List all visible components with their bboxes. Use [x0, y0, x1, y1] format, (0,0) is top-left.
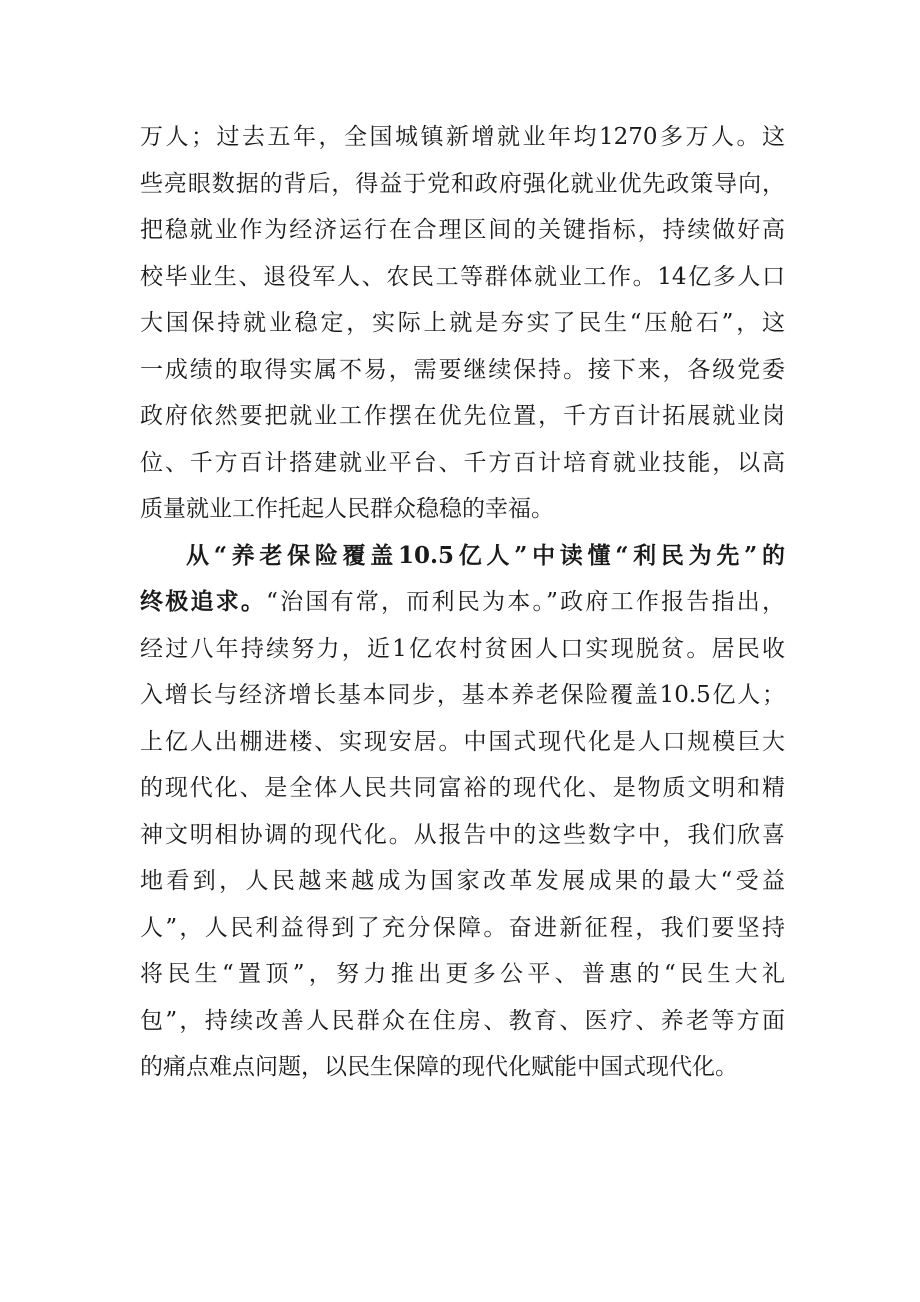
text-line-last: 的痛点难点问题，以民生保障的现代化赋能中国式现代化。: [140, 1054, 738, 1080]
text-line: 上亿人出棚进楼、实现安居。中国式现代化是人口规模巨大: [140, 728, 785, 755]
text-line: 神文明相协调的现代化。从报告中的这些数字中，我们欣喜: [140, 821, 785, 848]
section-heading-line: 从“养老保险覆盖10.5亿人”中读懂“利民为先”的: [186, 541, 785, 569]
section-heading-continuation: [140, 579, 785, 626]
document-body: [140, 114, 785, 1091]
text-line: 的现代化、是全体人民共同富裕的现代化、是物质文明和精: [140, 775, 785, 801]
text-line-last: 质量就业工作托起人民群众稳稳的幸福。: [140, 496, 554, 522]
text-line: 位、千方百计搭建就业平台、千方百计培育就业技能，以高: [140, 449, 785, 476]
section-heading-end: 终极追求。: [140, 588, 267, 615]
text-line: 政府依然要把就业工作摆在优先位置，千方百计拓展就业岗: [140, 403, 785, 429]
paragraph-pension: [140, 533, 785, 1091]
text-line: 包”，持续改善人民群众在住房、教育、医疗、养老等方面: [140, 1007, 785, 1034]
text-line: 地看到，人民越来越成为国家改革发展成果的最大“受益: [140, 868, 785, 894]
text-line: 一成绩的取得实属不易，需要继续保持。接下来，各级党委: [140, 356, 785, 383]
text-line: 入增长与经济增长基本同步，基本养老保险覆盖10.5亿人；: [140, 682, 785, 708]
text-line: 把稳就业作为经济运行在合理区间的关键指标，持续做好高: [140, 217, 785, 243]
text-line: 人”，人民利益得到了充分保障。奋进新征程，我们要坚持: [140, 914, 785, 941]
text-line: 将民生“置顶”，努力推出更多公平、普惠的“民生大礼: [140, 961, 785, 987]
text-line: 大国保持就业稳定，实际上就是夯实了民生“压舱石”，这: [140, 310, 785, 336]
text-line: 校毕业生、退役军人、农民工等群体就业工作。14亿多人口: [140, 263, 785, 290]
paragraph-employment: [140, 114, 785, 533]
text-line: 万人；过去五年，全国城镇新增就业年均1270多万人。这: [140, 124, 785, 150]
quote-text: “治国有常，而利民为本。”政府工作报告指出，: [266, 589, 785, 615]
text-line: 些亮眼数据的背后，得益于党和政府强化就业优先政策导向，: [140, 170, 785, 197]
text-line: 经过八年持续努力，近1亿农村贫困人口实现脱贫。居民收: [140, 635, 785, 662]
